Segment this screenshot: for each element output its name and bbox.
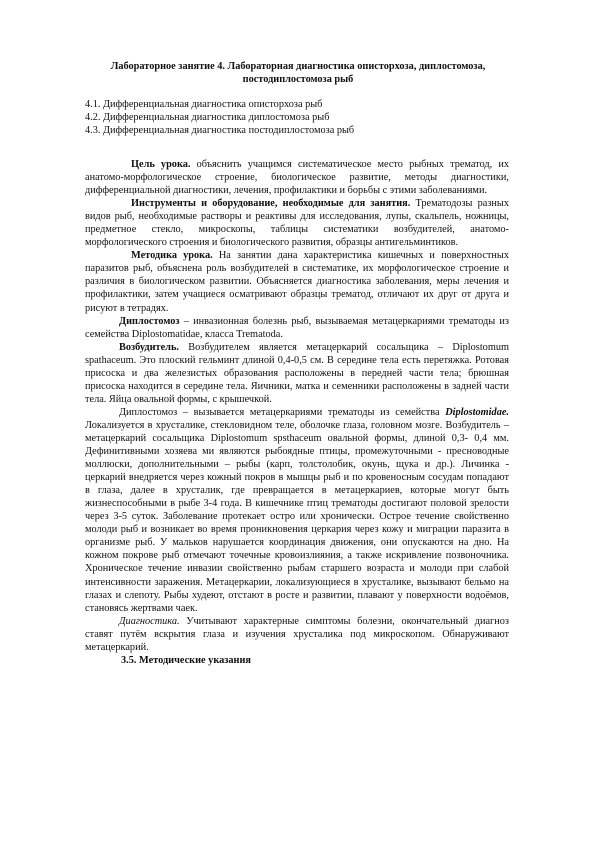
diagnosis-paragraph <box>85 615 509 654</box>
diagnosis-text: Учитывают характерные симптомы болезни, окончательный диагноз ставят путём вскрытия глаза и изучения хрусталика под микроскопом. Обнаруживают метацеркарий. <box>85 615 509 653</box>
method-paragraph <box>85 249 509 314</box>
tools-paragraph <box>85 197 509 249</box>
diplostomosis-definition <box>85 315 509 341</box>
diplostomosis-definition-text: – инвазионная болезнь рыб, вызываемая метацеркариями трематоды из семейства Diplostomatidae, класса Trematoda. <box>85 315 509 340</box>
goal-text: объяснить учащимся систематическое место рыбных трематод, их анатомо-морфологическое строение, биологическое развитие, методы диагностики, дифференциальной диагностики, лечения, профилактики и борьбы с этими заболеваниями. <box>85 159 509 197</box>
method-label: Методика урока. <box>131 250 213 262</box>
document-body <box>85 158 509 667</box>
agent-text: Возбудителем является метацеркарий сосальщика – Diplostomum spathaceum. Это плоский гельминт длиной 0,4-0,5 см. В середине тела есть перетяжка. Ротовая присоска и два железистых образования расположены в передней части тела; брюшная присоска находится в середине тела. Яичники, матка и семенники расположены в задней части тела. Яйца овальной формы, с крышечкой. <box>85 341 509 405</box>
diplostomosis-label: Диплостомоз <box>119 315 180 327</box>
description-text-after: Локализуется в хрусталике, стекловидном теле, оболочке глаза, головном мозге. Возбудитель – метацеркарий сосальщика Diplostomum spsthaceum овальной формы, длиной 0,3- 0,4 мм. Дефинитивными хозяева ми являются рыбоядные птицы, промежуточными - пресноводные моллюски, дополнительными – рыбы (карп, толстолобик, окунь, щука и др.). Личинка - церкарий внедряется через кожный покров в мышцы рыб и по кровеносным сосудам попадают в глаза, далее в хрусталик, где превращается в метацеркариев, которые могут быть жизнеспособными в рыбе 3-4 года. В кишечнике птиц трематоды достигают половой зрелости через 3-5 суток. Заболевание протекает остро или хронически. Острое течение свойственно молоди рыб и возникает во время проникновения церкария через кожу и миграции паразита в организме рыб. У мальков нарушается координация движения, они опускаются на дно. На кожном покрове рыб отмечают точечные кровоизлияния, а также искривление позвоночника. Хроническое течение инвазии свойственно рыбам старшего возраста и молоди при слабой интенсивности заражения. Метацеркарии, локализующиеся в хрусталике, вызывают бельмо на глазах и слепоту. Рыбы худеют, отстают в росте и развитии, плавают у поверхности водоёмов, становясь жертвами чаек. <box>85 419 509 614</box>
tools-text: Трематодозы разных видов рыб, необходимые растворы и реактивы для исследования, лупы, скальпель, ножницы, предметное стекло, микроскопы, таблицы систематики возбудителей, анатомо-морфологического строения и биологического развития, образцы антигельминтиков. <box>85 198 509 249</box>
section-heading: 3.5. Методические указания <box>121 654 251 666</box>
agent-label: Возбудитель. <box>119 341 179 353</box>
tools-label: Инструменты и оборудование, необходимые для занятия. <box>131 198 411 210</box>
diplostomosis-description <box>85 406 509 615</box>
toc-item: 4.1. Дифференциальная диагностика описторхоза рыб <box>85 99 323 110</box>
goal-label: Цель урока. <box>131 159 191 170</box>
toc-item: 4.2. Дифференциальная диагностика диплостомоза рыб <box>85 112 330 123</box>
family-name: Diplostomidae. <box>445 406 509 418</box>
diagnosis-label: Диагностика. <box>119 615 180 627</box>
goal-paragraph <box>85 158 509 197</box>
method-text: На занятии дана характеристика кишечных и поверхностных паразитов рыб, объяснена роль возбудителей в систематике, их морфологическое строение и различия в биологическом развитии. Объясняется диагностика заболевания, меры лечения и профилактики, затем учащиеся осматривают образцы трематод, отличают их друг от друга и рисуют в тетрадях. <box>85 250 509 314</box>
agent-paragraph <box>85 341 509 406</box>
toc-item: 4.3. Дифференциальная диагностика постодиплостомоза рыб <box>85 125 355 136</box>
table-of-contents <box>85 98 525 137</box>
page-title: Лабораторное занятие 4. Лабораторная диагностика описторхоза, диплостомоза, постодиплостомоза рыб <box>110 61 486 85</box>
description-text-before: Диплостомоз – вызывается метацеркариями трематоды из семейства <box>119 406 446 418</box>
